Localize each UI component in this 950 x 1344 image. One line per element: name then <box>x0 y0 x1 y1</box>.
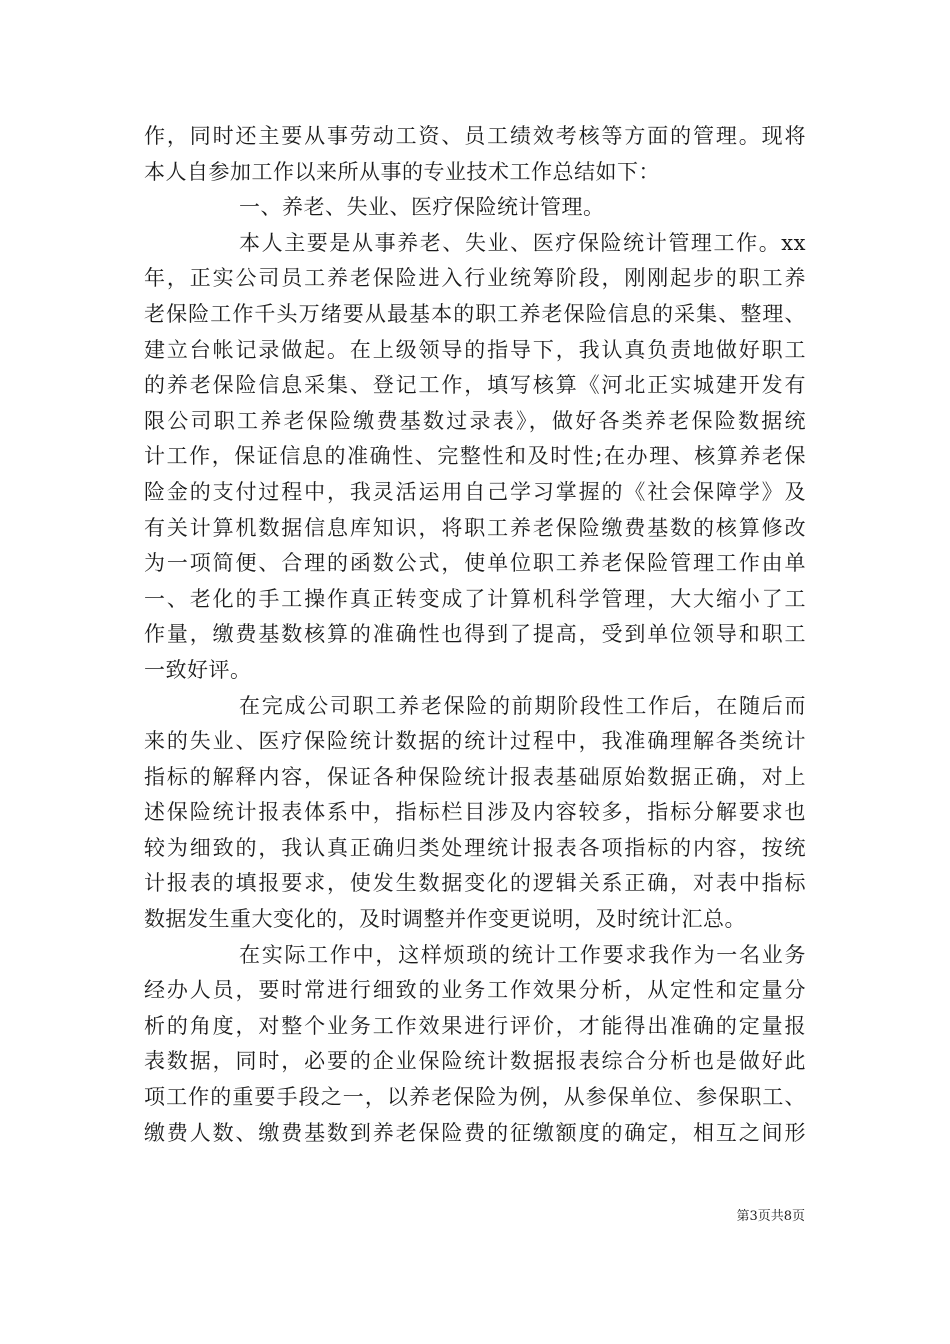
text-line: 的养老保险信息采集、登记工作，填写核算《河北正实城建开发有 <box>144 373 806 398</box>
text-line: 建立台帐记录做起。在上级领导的指导下，我认真负责地做好职工 <box>144 337 806 362</box>
text-line: 作量，缴费基数核算的准确性也得到了提高，受到单位领导和职工 <box>144 622 806 647</box>
text-line: 一致好评。 <box>144 657 252 682</box>
text-line: 为一项简便、合理的函数公式，使单位职工养老保险管理工作由单 <box>144 551 806 576</box>
text-line: 作，同时还主要从事劳动工资、员工绩效考核等方面的管理。现将 <box>144 124 806 148</box>
text-line: 老保险工作千头万绪要从最基本的职工养老保险信息的采集、整理、 <box>144 301 806 326</box>
text-line: 一、老化的手工操作真正转变成了计算机科学管理，大大缩小了工 <box>144 586 806 611</box>
text-line: 缴费人数、缴费基数到养老保险费的征缴额度的确定，相互之间形 <box>144 1120 806 1145</box>
text-line: 限公司职工养老保险缴费基数过录表》，做好各类养老保险数据统 <box>144 408 806 433</box>
text-line: 有关计算机数据信息库知识，将职工养老保险缴费基数的核算修改 <box>144 515 806 540</box>
text-line: 经办人员，要时常进行细致的业务工作效果分析，从定性和定量分 <box>144 978 806 1003</box>
text-line: 计工作，保证信息的准确性、完整性和及时性;在办理、核算养老保 <box>144 444 806 469</box>
text-line: 较为细致的，我认真正确归类处理统计报表各项指标的内容，按统 <box>144 835 806 860</box>
text-line: 在实际工作中，这样烦琐的统计工作要求我作为一名业务 <box>239 942 806 967</box>
text-line: 指标的解释内容，保证各种保险统计报表基础原始数据正确，对上 <box>144 764 806 789</box>
text-line: 一、养老、失业、医疗保险统计管理。 <box>239 195 605 220</box>
text-line: 数据发生重大变化的，及时调整并作变更说明，及时统计汇总。 <box>144 907 746 932</box>
text-line: 表数据，同时，必要的企业保险统计数据报表综合分析也是做好此 <box>144 1049 806 1074</box>
text-line: 在完成公司职工养老保险的前期阶段性工作后，在随后而 <box>239 693 806 718</box>
text-line: 险金的支付过程中，我灵活运用自己学习掌握的《社会保障学》及 <box>144 479 806 504</box>
text-line: 项工作的重要手段之一，以养老保险为例，从参保单位、参保职工、 <box>144 1085 806 1110</box>
page-number-footer: 第3页共8页 <box>736 1209 805 1224</box>
text-line: 计报表的填报要求，使发生数据变化的逻辑关系正确，对表中指标 <box>144 871 806 896</box>
text-line: 本人主要是从事养老、失业、医疗保险统计管理工作。xx <box>239 230 806 255</box>
text-line: 述保险统计报表体系中，指标栏目涉及内容较多，指标分解要求也 <box>144 800 806 825</box>
text-line: 来的失业、医疗保险统计数据的统计过程中，我准确理解各类统计 <box>144 729 806 754</box>
text-line: 本人自参加工作以来所从事的专业技术工作总结如下： <box>144 159 660 184</box>
text-line: 析的角度，对整个业务工作效果进行评价，才能得出准确的定量报 <box>144 1013 806 1038</box>
document-body <box>144 119 806 1151</box>
text-line: 年，正实公司员工养老保险进入行业统筹阶段，刚刚起步的职工养 <box>144 266 806 291</box>
